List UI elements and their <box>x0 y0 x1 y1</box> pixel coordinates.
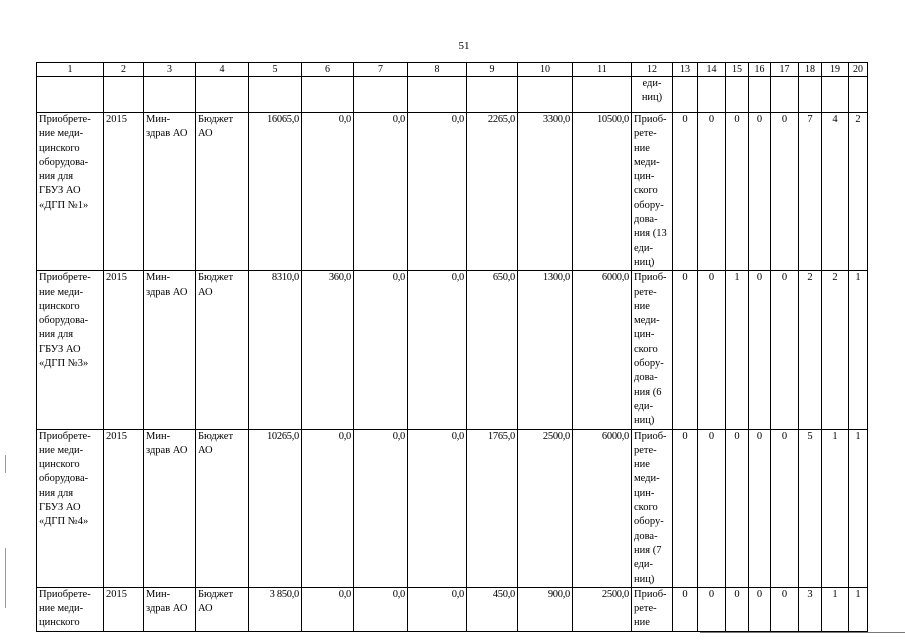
ind-20-cell: 2 <box>849 113 868 271</box>
table-row <box>37 587 868 631</box>
column-number-10: 10 <box>518 63 573 77</box>
value-8-cell: 0,0 <box>408 429 467 587</box>
ind-19-cell: 4 <box>822 113 849 271</box>
column-number-row <box>37 63 868 77</box>
value-8-cell: 0,0 <box>408 271 467 429</box>
ind-16-cell: 0 <box>749 113 771 271</box>
column-number-6: 6 <box>302 63 354 77</box>
column-number-20: 20 <box>849 63 868 77</box>
continuation-indicator-cell: еди- ниц) <box>632 77 673 113</box>
column-number-15: 15 <box>726 63 749 77</box>
program-table <box>36 62 868 632</box>
value-7-cell: 0,0 <box>354 271 408 429</box>
ind-15-cell: 1 <box>726 271 749 429</box>
column-number-7: 7 <box>354 63 408 77</box>
value-6-cell: 360,0 <box>302 271 354 429</box>
column-number-3: 3 <box>144 63 196 77</box>
ind-15-cell: 0 <box>726 113 749 271</box>
value-7-cell: 0,0 <box>354 587 408 631</box>
ind-13-cell: 0 <box>673 429 698 587</box>
funding-source-cell: Бюджет АО <box>196 113 249 271</box>
ind-16-cell: 0 <box>749 271 771 429</box>
column-number-14: 14 <box>698 63 726 77</box>
column-number-1: 1 <box>37 63 104 77</box>
column-number-5: 5 <box>249 63 302 77</box>
ind-14-cell: 0 <box>698 429 726 587</box>
column-number-13: 13 <box>673 63 698 77</box>
ind-17-cell: 0 <box>771 587 799 631</box>
value-11-cell: 6000,0 <box>573 429 632 587</box>
value-6-cell: 0,0 <box>302 113 354 271</box>
executor-cell: Мин- здрав АО <box>144 113 196 271</box>
value-6-cell: 0,0 <box>302 587 354 631</box>
ind-16-cell: 0 <box>749 429 771 587</box>
value-8-cell: 0,0 <box>408 113 467 271</box>
ind-15-cell: 0 <box>726 587 749 631</box>
total-cell: 3 850,0 <box>249 587 302 631</box>
table-row <box>37 429 868 587</box>
column-number-17: 17 <box>771 63 799 77</box>
ind-17-cell: 0 <box>771 271 799 429</box>
value-10-cell: 2500,0 <box>518 429 573 587</box>
column-number-12: 12 <box>632 63 673 77</box>
value-10-cell: 3300,0 <box>518 113 573 271</box>
ind-19-cell: 1 <box>822 429 849 587</box>
executor-cell: Мин- здрав АО <box>144 429 196 587</box>
year-cell: 2015 <box>104 113 144 271</box>
value-9-cell: 1765,0 <box>467 429 518 587</box>
funding-source-cell: Бюджет АО <box>196 429 249 587</box>
executor-cell: Мин- здрав АО <box>144 587 196 631</box>
value-9-cell: 450,0 <box>467 587 518 631</box>
measure-name-cell: Приобрете- ние меди- цинского оборудова- ния для ГБУЗ АО «ДГП №1» <box>37 113 104 271</box>
measure-name-cell: Приобрете- ние меди- цинского оборудова- ния для ГБУЗ АО «ДГП №3» <box>37 271 104 429</box>
column-number-4: 4 <box>196 63 249 77</box>
value-8-cell: 0,0 <box>408 587 467 631</box>
year-cell: 2015 <box>104 271 144 429</box>
continuation-row <box>37 77 868 113</box>
column-number-8: 8 <box>408 63 467 77</box>
year-cell: 2015 <box>104 587 144 631</box>
total-cell: 16065,0 <box>249 113 302 271</box>
ind-17-cell: 0 <box>771 113 799 271</box>
value-11-cell: 6000,0 <box>573 271 632 429</box>
ind-13-cell: 0 <box>673 587 698 631</box>
ind-18-cell: 3 <box>799 587 822 631</box>
ind-16-cell: 0 <box>749 587 771 631</box>
ind-14-cell: 0 <box>698 271 726 429</box>
column-number-18: 18 <box>799 63 822 77</box>
funding-source-cell: Бюджет АО <box>196 271 249 429</box>
value-10-cell: 900,0 <box>518 587 573 631</box>
funding-source-cell: Бюджет АО <box>196 587 249 631</box>
ind-14-cell: 0 <box>698 113 726 271</box>
table-row <box>37 271 868 429</box>
ind-20-cell: 1 <box>849 271 868 429</box>
column-number-11: 11 <box>573 63 632 77</box>
indicator-cell: Приоб- рете- ние меди- цин- ского обору- дова- ния (7 еди- ниц) <box>632 429 673 587</box>
total-cell: 10265,0 <box>249 429 302 587</box>
measure-name-cell: Приобрете- ние меди- цинского оборудова- ния для ГБУЗ АО «ДГП №4» <box>37 429 104 587</box>
executor-cell: Мин- здрав АО <box>144 271 196 429</box>
ind-18-cell: 2 <box>799 271 822 429</box>
value-10-cell: 1300,0 <box>518 271 573 429</box>
indicator-cell: Приоб- рете- ние меди- цин- ского обору- дова- ния (13 еди- ниц) <box>632 113 673 271</box>
value-6-cell: 0,0 <box>302 429 354 587</box>
column-number-2: 2 <box>104 63 144 77</box>
value-7-cell: 0,0 <box>354 429 408 587</box>
column-number-16: 16 <box>749 63 771 77</box>
ind-17-cell: 0 <box>771 429 799 587</box>
page-number: 51 <box>458 40 470 52</box>
scan-mark <box>5 455 6 473</box>
column-number-9: 9 <box>467 63 518 77</box>
value-11-cell: 2500,0 <box>573 587 632 631</box>
measure-name-cell: Приобрете- ние меди- цинского <box>37 587 104 631</box>
ind-13-cell: 0 <box>673 113 698 271</box>
ind-18-cell: 5 <box>799 429 822 587</box>
value-7-cell: 0,0 <box>354 113 408 271</box>
value-11-cell: 10500,0 <box>573 113 632 271</box>
ind-14-cell: 0 <box>698 587 726 631</box>
scan-edge-line <box>700 632 905 633</box>
ind-18-cell: 7 <box>799 113 822 271</box>
year-cell: 2015 <box>104 429 144 587</box>
ind-19-cell: 1 <box>822 587 849 631</box>
ind-13-cell: 0 <box>673 271 698 429</box>
indicator-cell: Приоб- рете- ние <box>632 587 673 631</box>
value-9-cell: 650,0 <box>467 271 518 429</box>
table-row <box>37 113 868 271</box>
column-number-19: 19 <box>822 63 849 77</box>
total-cell: 8310,0 <box>249 271 302 429</box>
ind-20-cell: 1 <box>849 429 868 587</box>
ind-20-cell: 1 <box>849 587 868 631</box>
ind-15-cell: 0 <box>726 429 749 587</box>
ind-19-cell: 2 <box>822 271 849 429</box>
indicator-cell: Приоб- рете- ние меди- цин- ского обору- дова- ния (6 еди- ниц) <box>632 271 673 429</box>
scan-mark <box>5 548 6 608</box>
value-9-cell: 2265,0 <box>467 113 518 271</box>
